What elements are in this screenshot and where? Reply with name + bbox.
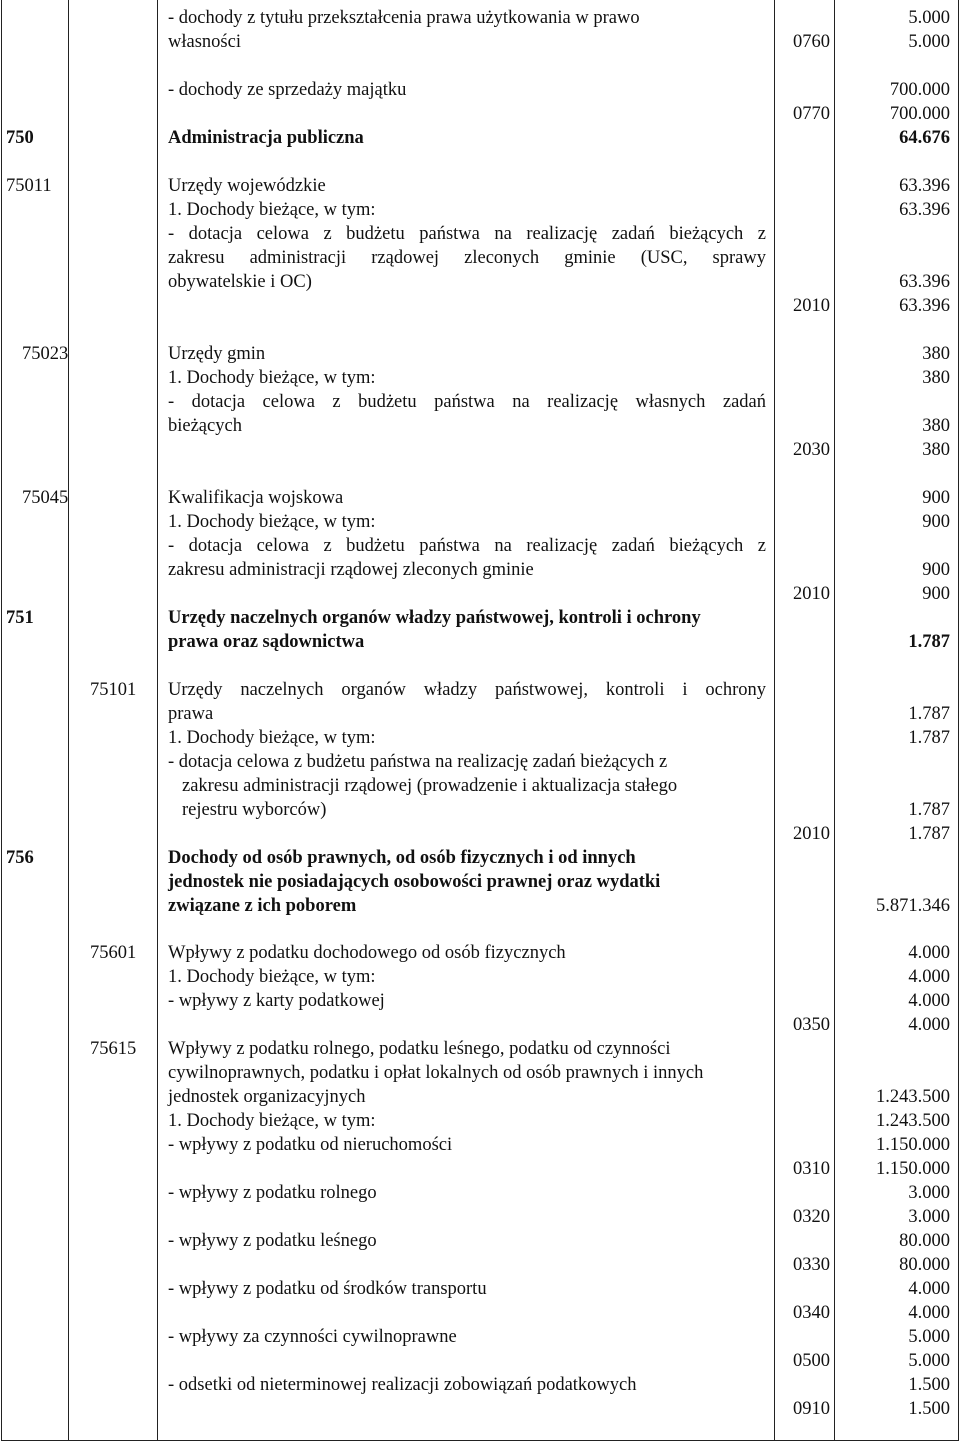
table-cell-r80: 1.243.500 — [876, 1111, 950, 1131]
table-border-right — [958, 0, 959, 1441]
table-cell-r47: 1.787 — [908, 632, 950, 652]
table-cell-r68: 1. Dochody bieżące, w tym: — [168, 967, 376, 987]
table-cell-r26: 380 — [922, 344, 950, 364]
table-cell-r07: 700.000 — [889, 80, 950, 100]
table-cell-r33: 380 — [922, 440, 950, 460]
table-cell-r95: 0340 — [793, 1303, 830, 1323]
table-cell-r25: Urzędy gmin — [168, 344, 266, 364]
table-cell-r93: - wpływy z podatku od środków transportu — [168, 1279, 487, 1299]
column-divider-description — [774, 0, 775, 1441]
table-cell-r01: - dochody z tytułu przekształcenia prawa użytkowania w prawo — [168, 8, 640, 28]
table-cell-r100: 5.000 — [908, 1351, 950, 1371]
table-cell-r86: 3.000 — [908, 1183, 950, 1203]
column-divider-chapter — [157, 0, 158, 1441]
table-cell-r103: 0910 — [793, 1399, 830, 1419]
table-cell-r50: prawa — [168, 704, 214, 724]
table-cell-r21: 63.396 — [899, 272, 950, 292]
table-cell-r90: 80.000 — [899, 1231, 950, 1251]
table-cell-r66: Wpływy z podatku dochodowego od osób fizycznych — [168, 943, 566, 963]
table-cell-r97: - wpływy za czynności cywilnoprawne — [168, 1327, 457, 1347]
table-cell-r73: 4.000 — [908, 1015, 950, 1035]
table-cell-r02: własności — [168, 32, 241, 52]
table-cell-r75: Wpływy z podatku rolnego, podatku leśnego, podatku od czynności — [168, 1039, 671, 1059]
table-cell-r74: 75615 — [90, 1039, 137, 1059]
table-cell-r81: - wpływy z podatku od nieruchomości — [168, 1135, 453, 1155]
table-cell-r42: 2010 — [793, 584, 830, 604]
table-cell-r96: 4.000 — [908, 1303, 950, 1323]
table-border-left — [1, 0, 2, 1441]
table-cell-r87: 0320 — [793, 1207, 830, 1227]
table-cell-r38: 900 — [922, 512, 950, 532]
table-cell-r27: 1. Dochody bieżące, w tym: — [168, 368, 376, 388]
table-cell-r84: 1.150.000 — [876, 1159, 950, 1179]
table-cell-r69: 4.000 — [908, 967, 950, 987]
table-cell-r08: 0770 — [793, 104, 830, 124]
table-cell-r10: 750 — [6, 128, 34, 148]
table-cell-r19: zakresu administracji rządowej zleconych gminie (USC, sprawy — [168, 248, 766, 268]
table-cell-r55: zakresu administracji rządowej (prowadzenie i aktualizacja stałego — [182, 776, 678, 796]
table-cell-r17: 63.396 — [899, 200, 950, 220]
table-cell-r52: 1. Dochody bieżące, w tym: — [168, 728, 376, 748]
table-cell-r28: 380 — [922, 368, 950, 388]
table-cell-r104: 1.500 — [908, 1399, 950, 1419]
table-cell-r04: 5.000 — [908, 8, 950, 28]
table-cell-r11: Administracja publiczna — [168, 128, 364, 148]
table-cell-r62: jednostek nie posiadających osobowości prawnej oraz wydatki — [168, 872, 661, 892]
table-cell-r16: 1. Dochody bieżące, w tym: — [168, 200, 376, 220]
table-cell-r64: 5.871.346 — [876, 896, 950, 916]
table-cell-r12: 64.676 — [899, 128, 950, 148]
table-cell-r49: Urzędy naczelnych organów władzy państwowej, kontroli i ochrony — [168, 680, 766, 700]
table-cell-r76: cywilnoprawnych, podatku i opłat lokalnych od osób prawnych i innych — [168, 1063, 704, 1083]
table-cell-r56: rejestru wyborców) — [182, 800, 327, 820]
table-cell-r82: 1.150.000 — [876, 1135, 950, 1155]
table-cell-r20: obywatelskie i OC) — [168, 272, 312, 292]
table-cell-r83: 0310 — [793, 1159, 830, 1179]
table-cell-r40: zakresu administracji rządowej zleconych gminie — [168, 560, 534, 580]
table-cell-r91: 0330 — [793, 1255, 830, 1275]
column-divider-paragraph — [834, 0, 835, 1441]
table-cell-r78: 1.243.500 — [876, 1087, 950, 1107]
table-border-bottom — [1, 1440, 958, 1441]
table-cell-r57: 1.787 — [908, 800, 950, 820]
table-cell-r54: - dotacja celowa z budżetu państwa na realizację zadań bieżących z — [168, 752, 668, 772]
table-cell-r99: 0500 — [793, 1351, 830, 1371]
table-cell-r31: 380 — [922, 416, 950, 436]
table-cell-r18: - dotacja celowa z budżetu państwa na realizację zadań bieżących z — [168, 224, 766, 244]
table-cell-r77: jednostek organizacyjnych — [168, 1087, 366, 1107]
table-cell-r36: 900 — [922, 488, 950, 508]
table-cell-r39: - dotacja celowa z budżetu państwa na realizację zadań bieżących z — [168, 536, 766, 556]
table-cell-r61: Dochody od osób prawnych, od osób fizycznych i od innych — [168, 848, 636, 868]
table-cell-r70: - wpływy z karty podatkowej — [168, 991, 385, 1011]
table-cell-r65: 75601 — [90, 943, 137, 963]
table-cell-r22: 2010 — [793, 296, 830, 316]
table-cell-r48: 75101 — [90, 680, 137, 700]
table-cell-r06: - dochody ze sprzedaży majątku — [168, 80, 407, 100]
table-cell-r43: 900 — [922, 584, 950, 604]
table-cell-r51: 1.787 — [908, 704, 950, 724]
table-cell-r92: 80.000 — [899, 1255, 950, 1275]
table-cell-r102: 1.500 — [908, 1375, 950, 1395]
table-cell-r03: 0760 — [793, 32, 830, 52]
table-cell-r89: - wpływy z podatku leśnego — [168, 1231, 377, 1251]
table-cell-r29: - dotacja celowa z budżetu państwa na realizację własnych zadań — [168, 392, 766, 412]
table-cell-r09: 700.000 — [889, 104, 950, 124]
table-cell-r41: 900 — [922, 560, 950, 580]
table-cell-r37: 1. Dochody bieżące, w tym: — [168, 512, 376, 532]
table-cell-r79: 1. Dochody bieżące, w tym: — [168, 1111, 376, 1131]
table-cell-r05: 5.000 — [908, 32, 950, 52]
table-cell-r30: bieżących — [168, 416, 242, 436]
table-cell-r72: 0350 — [793, 1015, 830, 1035]
table-cell-r34: 75045 — [22, 488, 69, 508]
table-cell-r32: 2030 — [793, 440, 830, 460]
table-cell-r35: Kwalifikacja wojskowa — [168, 488, 344, 508]
table-cell-r85: - wpływy z podatku rolnego — [168, 1183, 377, 1203]
table-cell-r101: - odsetki od nieterminowej realizacji zobowiązań podatkowych — [168, 1375, 637, 1395]
table-cell-r71: 4.000 — [908, 991, 950, 1011]
table-cell-r23: 63.396 — [899, 296, 950, 316]
table-cell-r53: 1.787 — [908, 728, 950, 748]
table-cell-r94: 4.000 — [908, 1279, 950, 1299]
table-cell-r58: 2010 — [793, 824, 830, 844]
table-cell-r59: 1.787 — [908, 824, 950, 844]
table-cell-r24: 75023 — [22, 344, 69, 364]
column-divider-section — [68, 0, 69, 1441]
table-cell-r63: związane z ich poborem — [168, 896, 357, 916]
table-cell-r98: 5.000 — [908, 1327, 950, 1347]
table-cell-r14: Urzędy wojewódzkie — [168, 176, 326, 196]
table-cell-r46: prawa oraz sądownictwa — [168, 632, 365, 652]
table-cell-r45: Urzędy naczelnych organów władzy państwowej, kontroli i ochrony — [168, 608, 701, 628]
table-cell-r13: 75011 — [6, 176, 52, 196]
table-cell-r88: 3.000 — [908, 1207, 950, 1227]
table-cell-r67: 4.000 — [908, 943, 950, 963]
table-cell-r15: 63.396 — [899, 176, 950, 196]
table-cell-r44: 751 — [6, 608, 34, 628]
table-cell-r60: 756 — [6, 848, 34, 868]
